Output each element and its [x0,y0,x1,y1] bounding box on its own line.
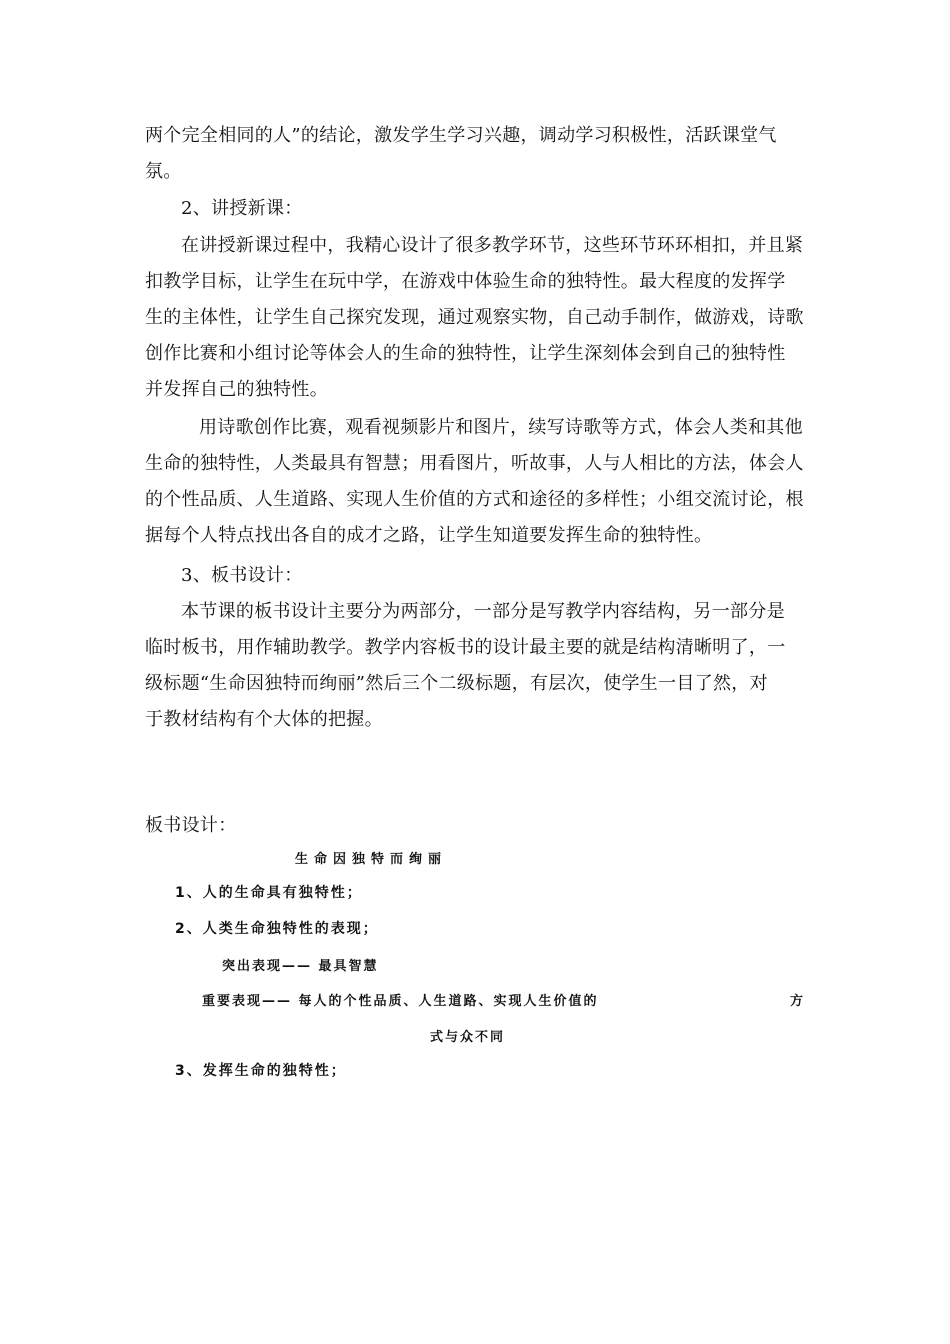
board-item-2b-tail: 方 [790,994,806,1009]
text-line: 用诗歌创作比赛，观看视频影片和图片，续写诗歌等方式，体会人类和其他 [199,417,803,438]
section-title: 3、板书设计： [181,565,303,586]
section-2-heading [145,191,810,227]
board-item-3: 3、发挥生命的独特性； [175,1063,347,1079]
text-line: 本节课的板书设计主要分为两部分，一部分是写教学内容结构，另一部分是 [181,601,785,622]
section-3-heading [145,558,810,594]
text-line: 扣教学目标，让学生在玩中学，在游戏中体验生命的独特性。最大程度的发挥学 [145,271,786,292]
board-item-2b-continuation: 式与众不同 [430,1030,506,1045]
board-label-text: 板书设计： [145,815,237,836]
board-item-2: 2、人类生命独特性的表现； [175,921,379,937]
text-line: 级标题“生命因独特而绚丽”然后三个二级标题，有层次，使学生一目了然，对 [145,673,768,694]
text-line: 的个性品质、人生道路、实现人生价值的方式和途径的多样性；小组交流讨论，根 [145,489,804,510]
paragraph-board-design [145,594,810,738]
board-label [145,808,810,844]
text-line: 临时板书，用作辅助教学。教学内容板书的设计最主要的就是结构清晰明了，一 [145,637,786,658]
text-line: 创作比赛和小组讨论等体会人的生命的独特性，让学生深刻体会到自己的独特性 [145,343,786,364]
text-line: 两个完全相同的人”的结论，激发学生学习兴趣，调动学习积极性，活跃课堂气 [145,125,777,146]
text-line: 于教材结构有个大体的把握。 [145,709,383,730]
section-title: 2、讲授新课： [181,198,303,219]
board-item-1: 1、人的生命具有独特性； [175,885,363,901]
text-line: 生命的独特性，人类最具有智慧；用看图片，听故事，人与人相比的方法，体会人 [145,453,804,474]
board-title: 生命因独特而绚丽 [295,852,448,867]
text-line: 据每个人特点找出各自的成才之路，让学生知道要发挥生命的独特性。 [145,525,713,546]
board-item-2b: 重要表现—— 每人的个性品质、人生道路、实现人生价值的 [202,994,599,1009]
paragraph-intro-end [145,118,810,190]
text-line: 氛。 [145,161,182,182]
board-item-2a: 突出表现—— 最具智慧 [222,959,379,974]
text-line: 在讲授新课过程中，我精心设计了很多教学环节，这些环节环环相扣，并且紧 [181,235,804,256]
text-line: 并发挥自己的独特性。 [145,379,328,400]
paragraph-methods [145,410,810,554]
paragraph-new-lesson [145,228,810,408]
text-line: 生的主体性，让学生自己探究发现，通过观察实物，自己动手制作，做游戏，诗歌 [145,307,804,328]
